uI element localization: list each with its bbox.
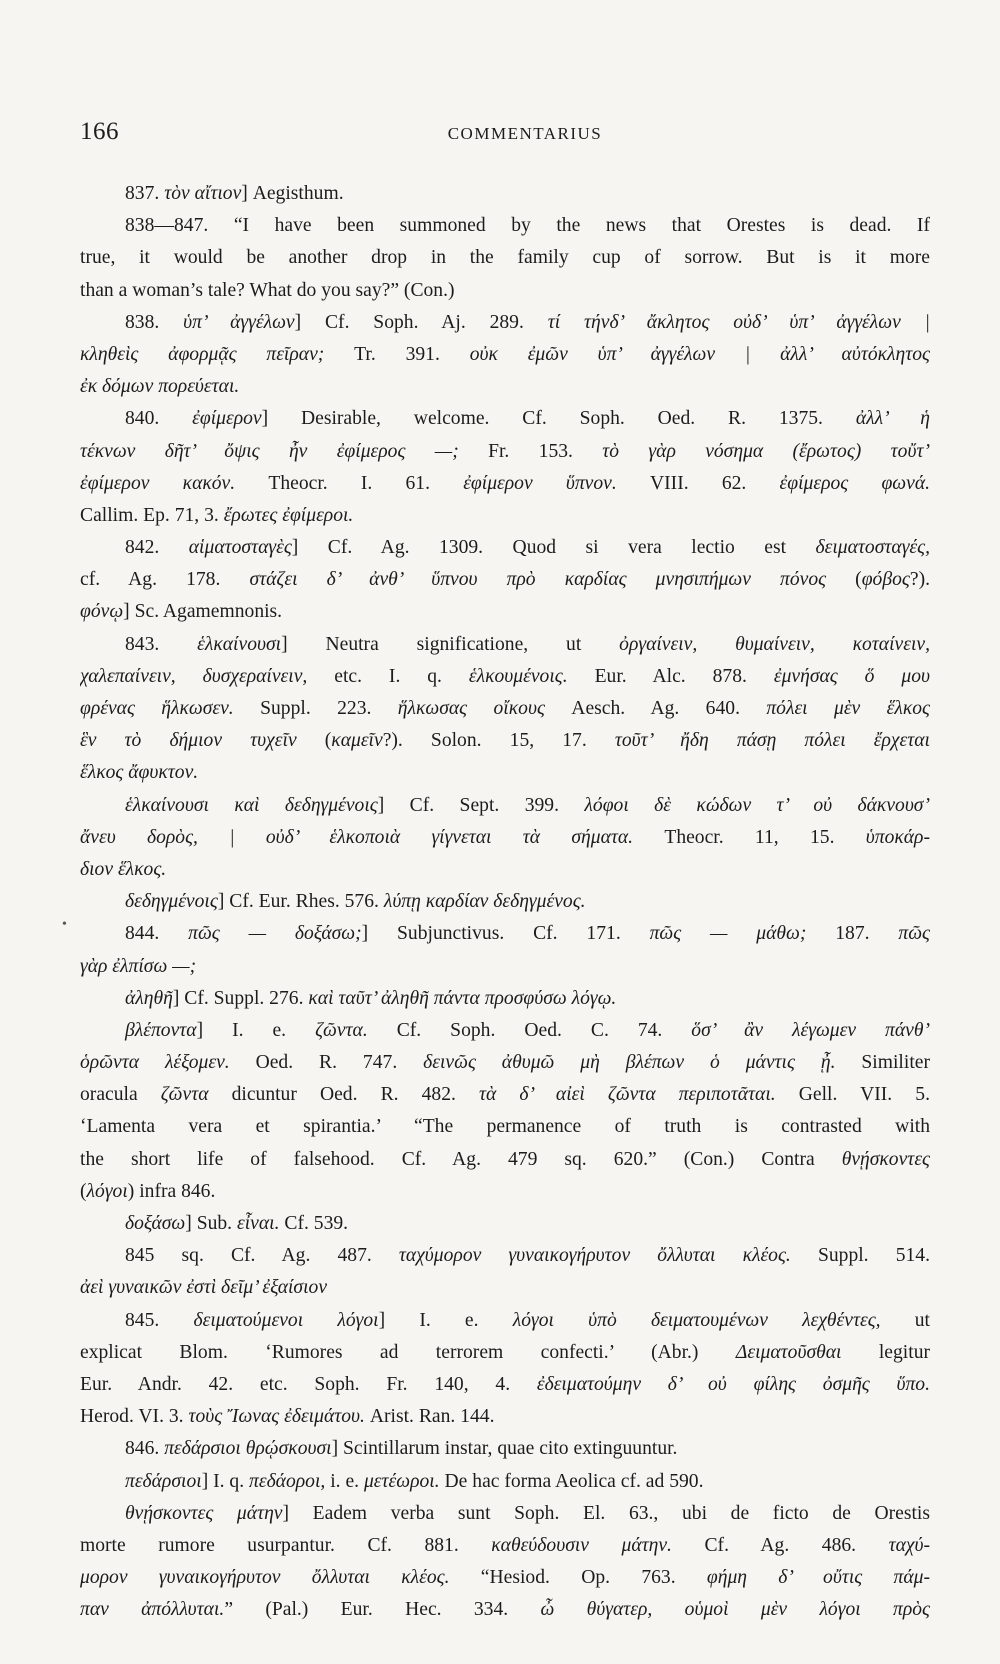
text-segment: Eur. Alc. 878. (567, 665, 774, 687)
greek-text: εἶναι. (236, 1213, 280, 1234)
greek-text: ἔρωτες ἐφίμεροι. (223, 504, 354, 526)
text-line (80, 1176, 930, 1208)
text-segment: ] I. e. (378, 1309, 513, 1331)
margin-bullet-icon: • (62, 917, 67, 932)
greek-text: παν ἀπόλλυται. (80, 1599, 225, 1621)
greek-text: ὅσ’ ἂν λέγωμεν πάνθ’ (691, 1019, 930, 1041)
greek-text: ὁρῶντα λέξομεν. (80, 1052, 230, 1074)
greek-text: ἐμνήσας ὅ μου (773, 665, 930, 687)
text-line (80, 854, 930, 886)
greek-text: ὑποκάρ- (865, 826, 930, 848)
text-segment: ] Desirable, welcome. Cf. Soph. Oed. R. 1375. (261, 408, 856, 430)
text-segment: Theocr. I. 61. (235, 472, 464, 494)
greek-text: τέκνων δῆτ’ ὄψις ἦν ἐφίμερος —; (80, 440, 459, 462)
text-segment: ] Sc. Agamemnonis. (123, 601, 283, 623)
text-segment: Callim. Ep. 71, 3. (80, 504, 224, 526)
text-segment: than a woman’s tale? What do you say?” (Con.) (80, 279, 455, 301)
text-line (80, 822, 930, 854)
text-segment: i. e. (325, 1470, 364, 1492)
text-segment: ] Aegisthum. (241, 183, 344, 204)
greek-text: ταχύμορον γυναικογήρυτον ὄλλυται κλέος. (398, 1245, 791, 1267)
greek-text: τὸν αἴτιον (164, 183, 242, 204)
text-segment: ‘Lamenta vera et spirantia.’ “The permanence of truth is contrasted with (80, 1116, 930, 1138)
greek-text: πεδάοροι, (249, 1470, 326, 1492)
text-segment: 845 sq. Cf. Ag. 487. (125, 1245, 399, 1267)
greek-text: ἐκ δόμων πορεύεται. (80, 376, 240, 398)
greek-text: φόβος (861, 569, 910, 591)
text-line (80, 403, 930, 435)
greek-text: φρένας ἥλκωσεν. (80, 698, 234, 719)
greek-text: ἀληθῆ (125, 987, 173, 1009)
greek-text: μετέωροι. (363, 1470, 440, 1492)
text-line (80, 725, 930, 757)
page-header (80, 118, 930, 158)
text-line (80, 1369, 930, 1401)
text-line (80, 886, 930, 918)
page-number: 166 (80, 118, 119, 145)
text-segment: Theocr. 11, 15. (633, 826, 866, 848)
greek-text: τοὺς Ἴωνας ἐδειμάτου. (188, 1406, 365, 1428)
text-line (80, 242, 930, 274)
text-segment: 843. (125, 633, 198, 655)
text-line (80, 1015, 930, 1047)
text-segment: ] Cf. Eur. Rhes. 576. (217, 891, 384, 913)
greek-text: τοῦτ’ ἤδη πάσῃ πόλει ἔρχεται (614, 730, 930, 752)
text-line (80, 1305, 930, 1337)
text-segment: ] I. q. (201, 1470, 250, 1492)
text-segment: explicat Blom. ‘Rumores ad terrorem confecti.’ (Abr.) (80, 1341, 736, 1363)
text-segment: Suppl. 223. (233, 698, 398, 719)
text-segment: Eur. Andr. 42. etc. Soph. Fr. 140, 4. (80, 1373, 537, 1395)
greek-text: ἓν τὸ δήμιον τυχεῖν (80, 730, 297, 752)
greek-text: λόφοι δὲ κώδων τ’ οὐ δάκνουσ’ (584, 794, 930, 816)
greek-text: ὀργαίνειν, θυμαίνειν, κοταίνειν, (619, 633, 930, 655)
text-segment: ) infra 846. (127, 1180, 216, 1202)
greek-text: καθεύδουσιν μάτην. (491, 1534, 672, 1556)
text-line (80, 275, 930, 307)
greek-text: λόγοι ὑπὸ δειματουμένων λεχθέντες, (512, 1309, 881, 1331)
greek-text: πεδάρσιοι θρῴσκουσι (164, 1438, 332, 1460)
text-segment: 842. (125, 537, 189, 559)
text-line (80, 1562, 930, 1594)
greek-text: πῶς — μάθω; (649, 923, 807, 945)
text-segment: ] Sub. (185, 1213, 237, 1234)
text-line (80, 178, 930, 210)
text-line (80, 951, 930, 983)
greek-text: ἕλκος ἄφυκτον. (80, 762, 199, 784)
text-segment: ?). Solon. 15, 17. (382, 730, 615, 752)
text-segment: morte rumore usurpantur. Cf. 881. (80, 1534, 492, 1556)
text-line (80, 1208, 930, 1240)
text-segment: Cf. Soph. Oed. C. 74. (367, 1019, 692, 1041)
text-line (80, 629, 930, 661)
greek-text: πῶς — δοξάσω; (188, 923, 362, 945)
greek-text: τὰ δ’ αἰεὶ ζῶντα περιποτᾶται. (479, 1084, 776, 1106)
greek-text: φήμη δ’ οὔτις πάμ- (706, 1567, 930, 1589)
text-line (80, 1079, 930, 1111)
text-segment: ( (826, 569, 862, 591)
greek-text: ἐφίμερος φωνά. (779, 472, 930, 494)
greek-text: στάζει δ’ ἀνθ’ ὕπνου πρὸ καρδίας μνησιπήμων πόνος (249, 569, 827, 591)
text-line (80, 1272, 930, 1304)
text-line (80, 1498, 930, 1530)
greek-text: ἄνευ δορὸς, | οὐδ’ ἑλκοποιὰ γίγνεται τὰ σήματα. (80, 826, 634, 848)
text-segment: Cf. Ag. 486. (671, 1534, 889, 1556)
text-line (80, 1240, 930, 1272)
text-line (80, 564, 930, 596)
greek-text: οὐκ ἐμῶν ὑπ’ ἀγγέλων | ἀλλ’ αὐτόκλητος (469, 343, 930, 365)
text-line (80, 1530, 930, 1562)
greek-text: τὸ γὰρ νόσημα (ἔρωτος) τοὔτ’ (602, 440, 930, 462)
greek-text: ἑλκαίνουσι (197, 633, 282, 655)
greek-text: ταχύ- (888, 1534, 930, 1556)
text-line (80, 1466, 930, 1498)
greek-text: ἐδειματούμην δ’ οὐ φίλης ὀσμῆς ὕπο. (536, 1373, 930, 1395)
text-segment: ] Subjunctivus. Cf. 171. (361, 923, 650, 945)
greek-text: δεδηγμένοις (125, 891, 218, 913)
greek-text: ἐφίμερον κακόν. (80, 472, 236, 494)
text-segment: Tr. 391. (324, 343, 470, 365)
greek-text: πεδάρσιοι (125, 1470, 202, 1492)
greek-text: αἱματοσταγὲς (188, 537, 292, 559)
greek-text: θνῄσκοντες (841, 1148, 930, 1170)
greek-text: λόγοι (86, 1180, 128, 1202)
greek-text: δειματοσταγές, (815, 537, 930, 559)
text-segment: Aesch. Ag. 640. (544, 698, 767, 719)
text-segment: ” (Pal.) Eur. Hec. 334. (224, 1599, 541, 1621)
greek-text: ἑλκαίνουσι καὶ δεδηγμένοις (125, 794, 378, 816)
text-segment: Oed. R. 747. (229, 1052, 424, 1074)
greek-text: θνῄσκοντες μάτην (125, 1502, 283, 1524)
running-head: COMMENTARIUS (447, 124, 603, 143)
text-segment: Similiter (835, 1052, 930, 1074)
text-line (80, 468, 930, 500)
text-line (80, 371, 930, 403)
text-segment: cf. Ag. 178. (80, 569, 250, 591)
greek-text: ζῶντα (160, 1084, 209, 1106)
text-segment: ] Neutra significatione, ut (281, 633, 620, 655)
text-line (80, 1047, 930, 1079)
text-segment: 845. (125, 1309, 194, 1331)
greek-text: καὶ ταῦτ’ ἀληθῆ πάντα προσφύσω λόγῳ. (308, 987, 617, 1009)
text-segment: ] Cf. Suppl. 276. (172, 987, 309, 1009)
text-segment: ut (880, 1309, 930, 1331)
text-segment: true, it would be another drop in the family cup of sorrow. But is it more (80, 247, 930, 269)
greek-text: καμεῖν (331, 730, 383, 752)
greek-text: ζῶντα. (315, 1019, 368, 1041)
text-line (80, 661, 930, 693)
text-segment: “Hesiod. Op. 763. (449, 1567, 707, 1589)
greek-text: ἑλκουμένοις. (468, 665, 568, 687)
text-segment: 837. (125, 183, 165, 204)
greek-text: γὰρ ἐλπίσω —; (80, 955, 197, 977)
text-segment: ] Cf. Soph. Aj. 289. (294, 311, 548, 333)
text-line (80, 339, 930, 371)
text-segment: 838. (125, 311, 184, 333)
greek-text: τί τήνδ’ ἄκλητος οὐδ’ ὑπ’ ἀγγέλων | (547, 311, 930, 333)
text-segment: De hac forma Aeolica cf. ad 590. (439, 1470, 704, 1492)
text-line (80, 596, 930, 628)
text-segment: legitur (841, 1341, 930, 1363)
text-segment: ] Cf. Sept. 399. (377, 794, 585, 816)
greek-text: ἐφίμερον (192, 408, 262, 430)
text-line (80, 307, 930, 339)
greek-text: λύπῃ καρδίαν δεδηγμένος. (383, 891, 586, 913)
text-line (80, 790, 930, 822)
greek-text: δεινῶς ἀθυμῶ μὴ βλέπων ὁ μάντις ᾖ. (423, 1052, 836, 1074)
greek-text: ἀλλ’ ἡ (855, 408, 930, 430)
text-segment: Fr. 153. (458, 440, 603, 462)
greek-text: ἀεὶ γυναικῶν ἐστὶ δεῖμ’ ἐξαίσιον (80, 1277, 328, 1299)
greek-text: πῶς (898, 923, 930, 945)
text-segment: Arist. Ran. 144. (364, 1406, 495, 1428)
text-line (80, 1433, 930, 1465)
text-line (80, 757, 930, 789)
text-line (80, 1144, 930, 1176)
text-segment: 187. (806, 923, 899, 945)
greek-text: πόλει μὲν ἕλκος (766, 698, 930, 719)
greek-text: κληθεὶς ἀφορμᾷς πεῖραν; (80, 343, 325, 365)
text-segment: ] Cf. Ag. 1309. Quod si vera lectio est (291, 537, 816, 559)
greek-text: ἥλκωσας οἴκους (397, 698, 545, 719)
text-segment: ( (296, 730, 332, 752)
text-segment: ] Eadem verba sunt Soph. El. 63., ubi de ficto de Orestis (282, 1502, 930, 1524)
text-segment: 840. (125, 408, 193, 430)
greek-text: μορον γυναικογήρυτον ὄλλυται κλέος. (80, 1567, 450, 1589)
text-line (80, 1111, 930, 1143)
greek-text: ὑπ’ ἀγγέλων (183, 311, 295, 333)
text-line (80, 1337, 930, 1369)
text-segment: Herod. VI. 3. (80, 1406, 189, 1428)
greek-text: διον ἕλκος. (80, 858, 167, 880)
text-segment: 846. (125, 1438, 165, 1460)
text-segment: Cf. 539. (279, 1213, 349, 1234)
text-line (80, 983, 930, 1015)
greek-text: δοξάσω (125, 1213, 186, 1234)
greek-text: δειματούμενοι λόγοι (193, 1309, 379, 1331)
text-segment: the short life of falsehood. Cf. Ag. 479 sq. 620.” (Con.) Contra (80, 1148, 842, 1170)
text-segment: VIII. 62. (616, 472, 780, 494)
text-line (80, 918, 930, 950)
text-segment: ( (80, 1180, 87, 1202)
text-line (80, 500, 930, 532)
text-line (80, 532, 930, 564)
greek-text: χαλεπαίνειν, δυσχεραίνειν, (80, 665, 308, 687)
text-segment: oracula (80, 1084, 161, 1106)
text-segment: 838—847. “I have been summoned by the news that Orestes is dead. If (125, 215, 930, 237)
greek-text: φόνῳ (80, 601, 124, 623)
greek-text: ἐφίμερον ὕπνον. (463, 472, 617, 494)
text-segment: etc. I. q. (307, 665, 469, 687)
text-line (80, 436, 930, 468)
greek-text: βλέποντα (125, 1019, 197, 1041)
text-segment: Suppl. 514. (790, 1245, 930, 1267)
text-segment: ?). (909, 569, 930, 591)
text-segment: ] Scintillarum instar, quae cito extinguuntur. (331, 1438, 678, 1460)
text-line (80, 693, 930, 725)
text-segment: 844. (125, 923, 189, 945)
text-line (80, 1401, 930, 1433)
commentary-body (80, 178, 930, 1626)
text-segment: Gell. VII. 5. (775, 1084, 930, 1106)
text-segment: ] I. e. (196, 1019, 316, 1041)
text-line (80, 1594, 930, 1626)
text-segment: dicuntur Oed. R. 482. (208, 1084, 479, 1106)
greek-text: ὦ θύγατερ, οὑμοὶ μὲν λόγοι πρὸς (540, 1599, 930, 1621)
text-line (80, 210, 930, 242)
greek-text: Δειματοῦσθαι (735, 1341, 842, 1363)
